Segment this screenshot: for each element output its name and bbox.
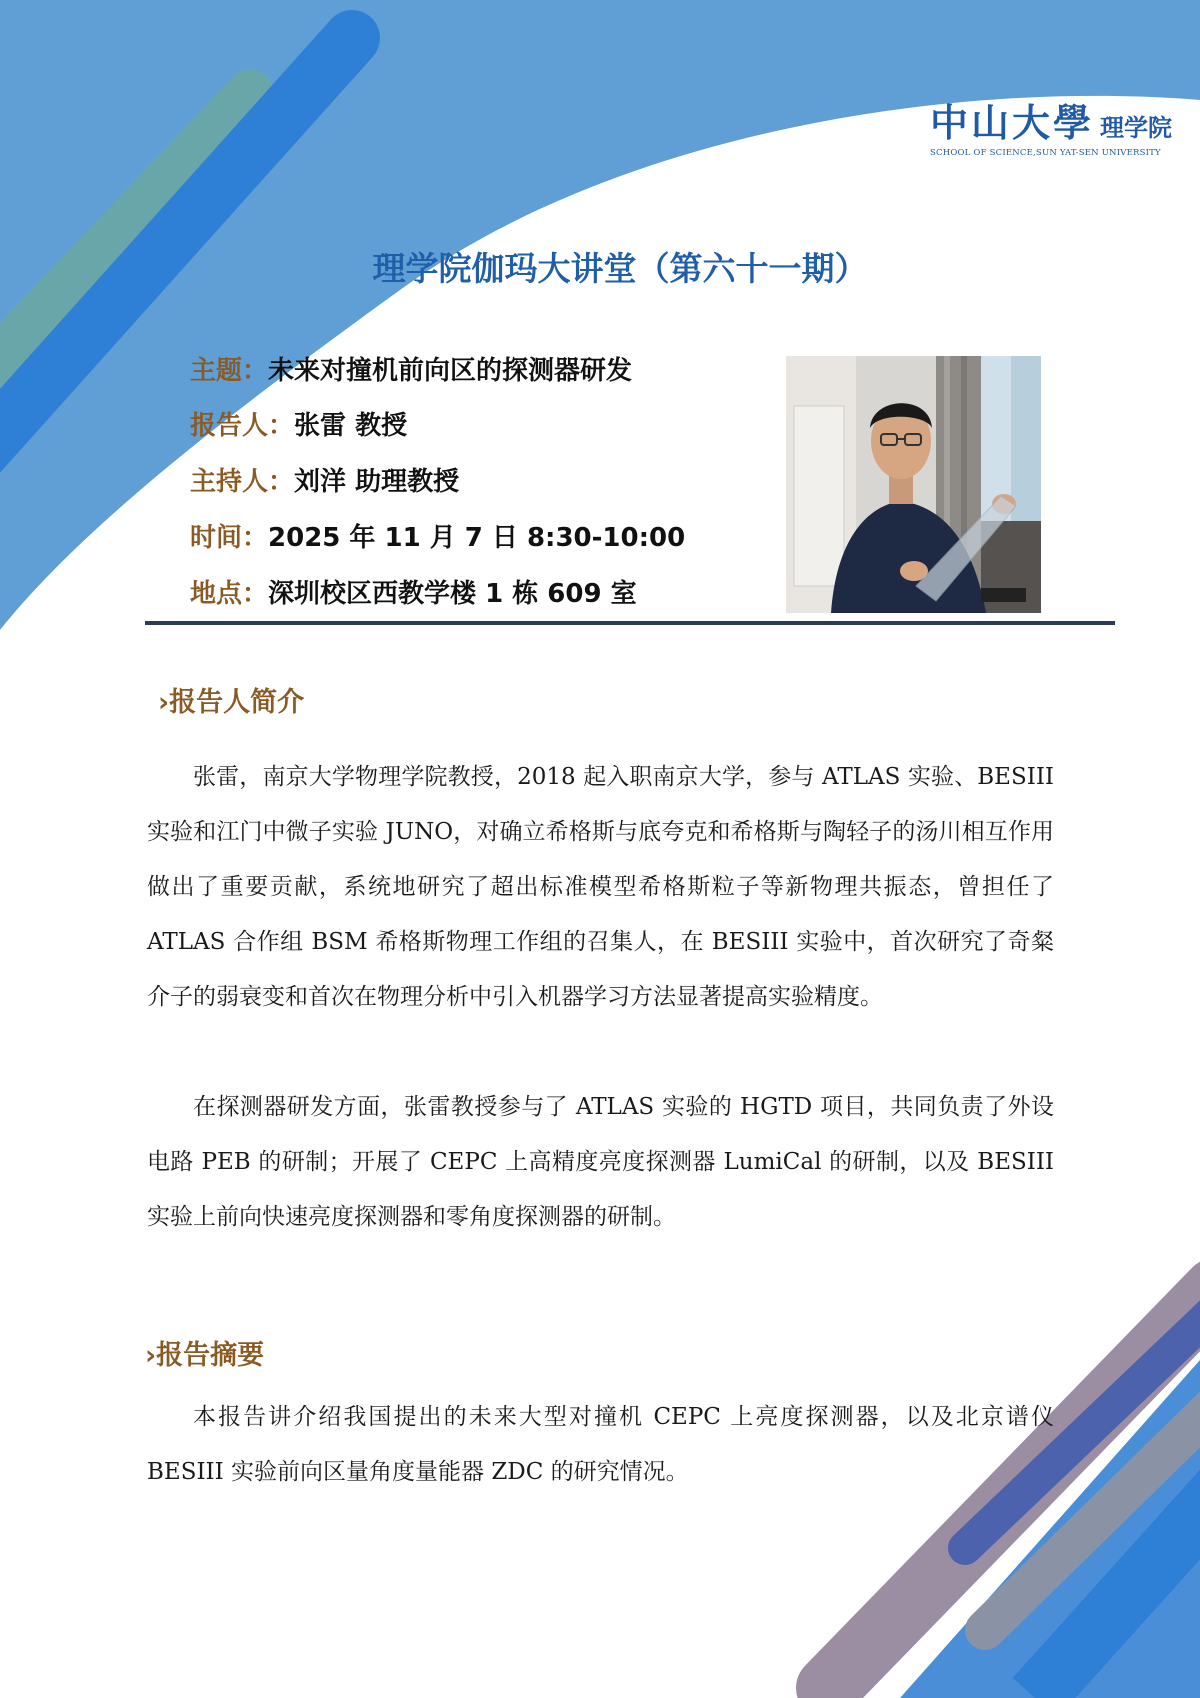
logo-school-name: 理学院	[1100, 113, 1173, 142]
info-host	[190, 461, 459, 501]
logo-english-name: SCHOOL OF SCIENCE,SUN YAT-SEN UNIVERSITY	[930, 148, 1161, 158]
time-value: 2025 年 11 月 7 日 8:30-10:00	[268, 523, 686, 553]
section-divider	[145, 621, 1115, 625]
bio-paragraph-2: 在探测器研发方面，张雷教授参与了 ATLAS 实验的 HGTD 项目，共同负责了外设电路 PEB 的研制；开展了 CEPC 上高精度亮度探测器 LumiCal 的研制，以及 BESIII 实验上前向快速亮度探测器和零角度探测器的研制。	[147, 1094, 1054, 1230]
info-time	[190, 517, 685, 557]
speaker-label: 报告人：	[190, 411, 295, 441]
bio-heading: ›报告人简介	[158, 687, 305, 718]
host-label: 主持人：	[190, 467, 295, 497]
place-value: 深圳校区西教学楼 1 栋 609 室	[268, 579, 637, 609]
host-value: 刘洋 助理教授	[294, 467, 460, 497]
logo-university-name: 中山大學	[930, 100, 1095, 145]
university-logo	[930, 100, 1176, 158]
info-speaker	[190, 405, 407, 445]
info-topic	[190, 350, 632, 390]
time-label: 时间：	[190, 523, 269, 553]
logo-chinese	[930, 100, 1176, 145]
place-label: 地点：	[190, 579, 269, 609]
bio-paragraph-1: 张雷，南京大学物理学院教授，2018 起入职南京大学，参与 ATLAS 实验、BESIII 实验和江门中微子实验 JUNO，对确立希格斯与底夸克和希格斯与陶轻子的汤川相互作用做出了重要贡献，系统地研究了超出标准模型希格斯粒子等新物理共振态，曾担任了 ATLAS 合作组 BSM 希格斯物理工作组的召集人，在 BESIII 实验中，首次研究了奇粲介子的弱衰变和首次在物理分析中引入机器学习方法显著提高实验精度。	[147, 764, 1054, 1010]
topic-label: 主题：	[190, 356, 269, 386]
speaker-photo	[786, 356, 1041, 613]
page-title: 理学院伽玛大讲堂（第六十一期）	[372, 249, 868, 288]
info-place	[190, 573, 637, 613]
topic-value: 未来对撞机前向区的探测器研发	[268, 356, 633, 386]
abstract-heading: ›报告摘要	[145, 1340, 265, 1371]
abstract-paragraph: 本报告讲介绍我国提出的未来大型对撞机 CEPC 上亮度探测器，以及北京谱仪 BESIII 实验前向区量角度量能器 ZDC 的研究情况。	[147, 1404, 1054, 1485]
speaker-value: 张雷 教授	[294, 411, 408, 441]
